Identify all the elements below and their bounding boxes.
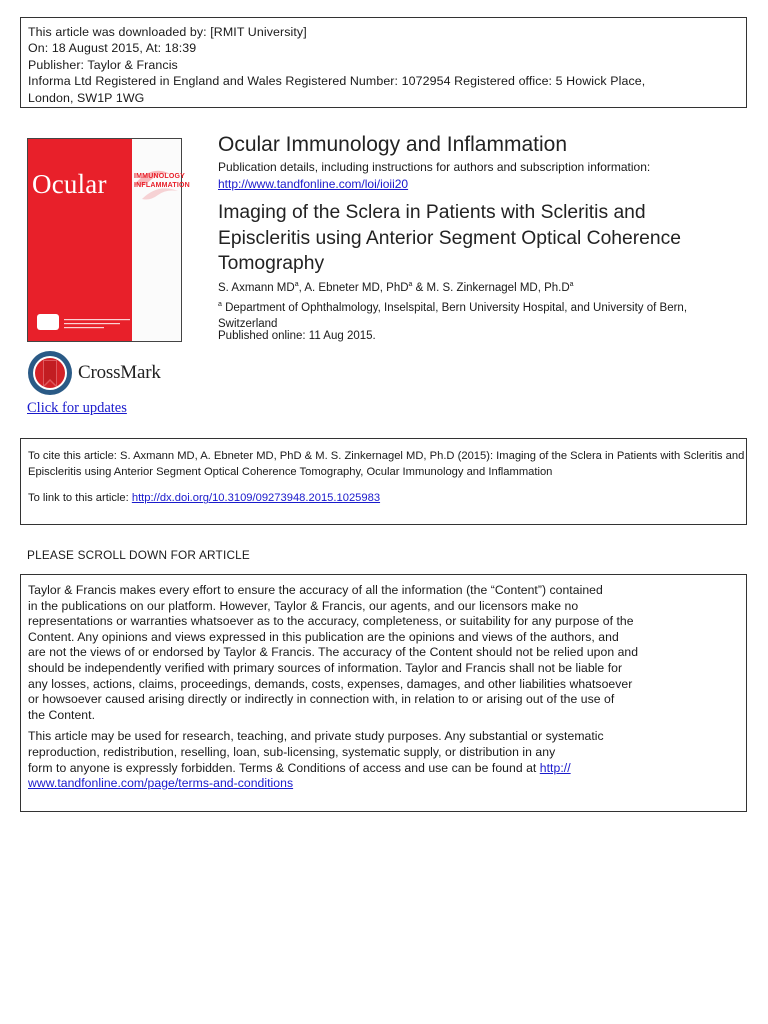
terms-link[interactable]: www.tandfonline.com/page/terms-and-conditions bbox=[28, 776, 294, 791]
author-name: S. Axmann MD bbox=[218, 282, 295, 294]
cover-text-lines-icon bbox=[64, 319, 134, 329]
publication-details: Publication details, including instructions for authors and subscription information: http://www.tandfonline.com/loi/ioii20 bbox=[218, 160, 651, 191]
disclaimer-box bbox=[20, 574, 747, 812]
article-link-label: To link to this article: bbox=[28, 492, 132, 505]
published-date: Published online: 11 Aug 2015. bbox=[218, 330, 376, 342]
journal-url-link[interactable]: http://www.tandfonline.com/loi/ioii20 bbox=[218, 176, 409, 191]
download-line: Informa Ltd Registered in England and Wales Registered Number: 1072954 Registered office: 5 Howick Place, bbox=[28, 74, 646, 89]
author-affiliation: $^a$ Department of Ophthalmology, Inselspital, Bern University Hospital, and University of Bern, Switzerland bbox=[218, 301, 688, 330]
scroll-down-notice: PLEASE SCROLL DOWN FOR ARTICLE bbox=[27, 548, 250, 562]
article-authors: S. Axmann $MD^a$, A. Ebneter MD, PhD$^a$ & M. S. Zinkernagel MD, $Ph.D^a$ bbox=[218, 281, 574, 294]
citation-text: To cite this article: S. Axmann MD, A. Ebneter MD, PhD & M. S. Zinkernagel MD, Ph.D (2015): Imaging of the Sclera in Patients with Scleritis and Episcleritis using Anterior Segment Optical Coherence Tomography, Ocular Immunology and Inflammation bbox=[28, 450, 745, 479]
download-line: On: 18 August 2015, At: 18:39 bbox=[28, 41, 197, 56]
download-line: London, SW1P 1WG bbox=[28, 90, 145, 105]
cover-society-logo bbox=[37, 314, 59, 330]
download-line: This article was downloaded by: [RMIT University] bbox=[28, 25, 307, 39]
click-for-updates-link[interactable]: Click for updates bbox=[27, 400, 127, 416]
download-line: Publisher: Taylor & Francis bbox=[28, 57, 178, 72]
usage-paragraph: This article may be used for research, teaching, and private study purposes. Any substantial or systematic reproduction, redistribution, reselling, loan, sub-licensing, systematic supply, or distribution in any form to anyone is expressly forbidden. Terms & Conditions of access and use can be found at http:// www.tandfonline.com/page/terms-and-conditions bbox=[28, 729, 604, 791]
terms-link[interactable]: http:// bbox=[539, 760, 571, 775]
author-name: , A. Ebneter MD, PhD bbox=[298, 282, 409, 294]
journal-cover-image bbox=[27, 138, 190, 342]
doi-link[interactable]: http://dx.doi.org/10.3109/09273948.2015.1025983 bbox=[131, 492, 381, 505]
citation-box bbox=[20, 438, 747, 525]
cover-subtitle: IMMUNOLOGY INFLAMMATION bbox=[134, 173, 190, 189]
author-name: & M. S. Zinkernagel MD, Ph.D bbox=[412, 282, 570, 294]
crossmark-badge[interactable] bbox=[27, 350, 167, 398]
crossmark-icon bbox=[27, 350, 73, 396]
journal-title: Ocular Immunology and Inflammation bbox=[218, 133, 567, 156]
article-link-row bbox=[28, 490, 746, 506]
article-title: Imaging of the Sclera in Patients with Scleritis and Episcleritis using Anterior Segment Optical Coherence Tomography bbox=[218, 202, 681, 274]
crossmark-label: CrossMark bbox=[78, 362, 161, 383]
cover-title-word: Ocular bbox=[32, 169, 107, 199]
download-notice-box bbox=[20, 17, 747, 108]
disclaimer-paragraph: Taylor & Francis makes every effort to ensure the accuracy of all the information (the “Content”) contained in the publications on our platform. However, Taylor & Francis, our agents, and our licensors make no representations or warranties whatsoever as to the accuracy, completeness, or suitability for any purpose of the Content. Any opinions and views expressed in this publication are the opinions and views of the authors, and are not the views of or endorsed by Taylor & Francis. The accuracy of the Content should not be relied upon and should be independently verified with primary sources of information. Taylor and Francis shall not be liable for any losses, actions, claims, proceedings, demands, costs, expenses, damages, and other liabilities whatsoever or howsoever caused arising directly or indirectly in connection with, in relation to or arising out of the use of the Content. bbox=[28, 583, 639, 722]
